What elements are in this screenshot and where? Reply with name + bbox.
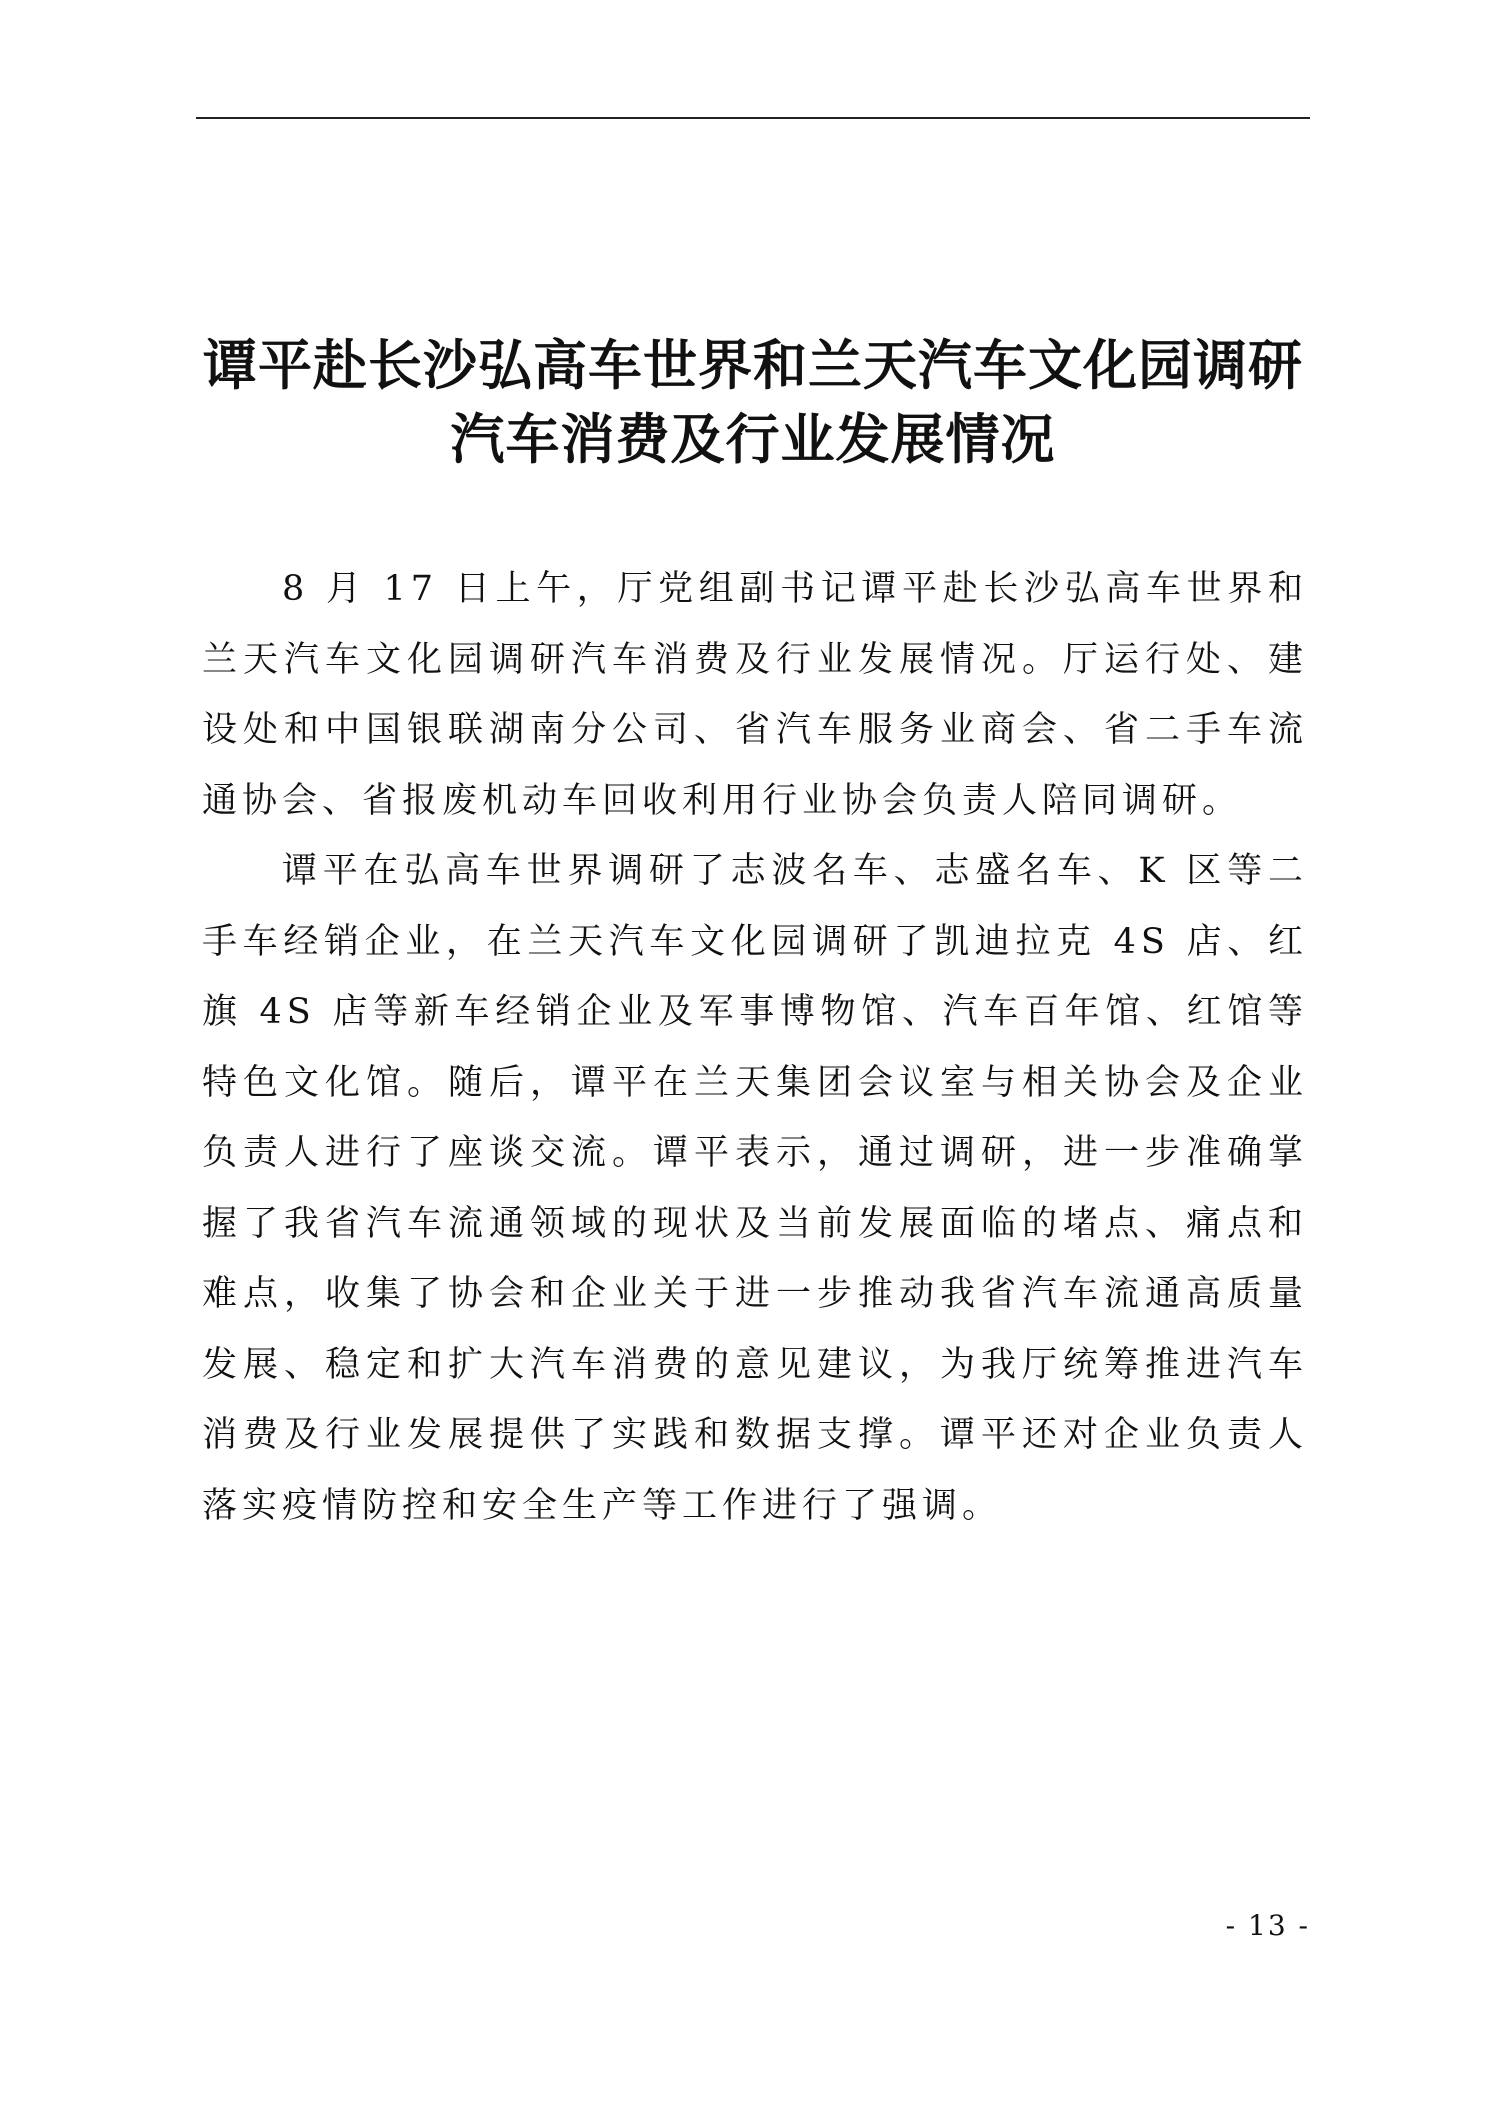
title-line-1: 谭平赴长沙弘高车世界和兰天汽车文化园调研 (203, 333, 1303, 397)
paragraph-2: 谭平在弘高车世界调研了志波名车、志盛名车、K 区等二手车经销企业，在兰天汽车文化园调研了凯迪拉克 4S 店、红旗 4S 店等新车经销企业及军事博物馆、汽车百年馆、红馆等特色文化馆。随后，谭平在兰天集团会议室与相关协会及企业负责人进行了座谈交流。谭平表示，通过调研，进一步准确掌握了我省汽车流通领域的现状及当前发展面临的堵点、痛点和难点，收集了协会和企业关于进一步推动我省汽车流通高质量发展、稳定和扩大汽车消费的意见建议，为我厅统筹推进汽车消费及行业发展提供了实践和数据支撑。谭平还对企业负责人落实疫情防控和安全生产等工作进行了强调。 (202, 851, 1308, 1526)
title-line-2: 汽车消费及行业发展情况 (450, 407, 1056, 471)
paragraph-1: 8 月 17 日上午，厅党组副书记谭平赴长沙弘高车世界和兰天汽车文化园调研汽车消费及行业发展情况。厅运行处、建设处和中国银联湖南分公司、省汽车服务业商会、省二手车流通协会、省报废机动车回收利用行业协会负责人陪同调研。 (202, 569, 1308, 821)
document-title (196, 328, 1310, 476)
page-number: - 13 - (1225, 1909, 1310, 1942)
article-body (202, 554, 1308, 1541)
header-rule (196, 117, 1310, 119)
